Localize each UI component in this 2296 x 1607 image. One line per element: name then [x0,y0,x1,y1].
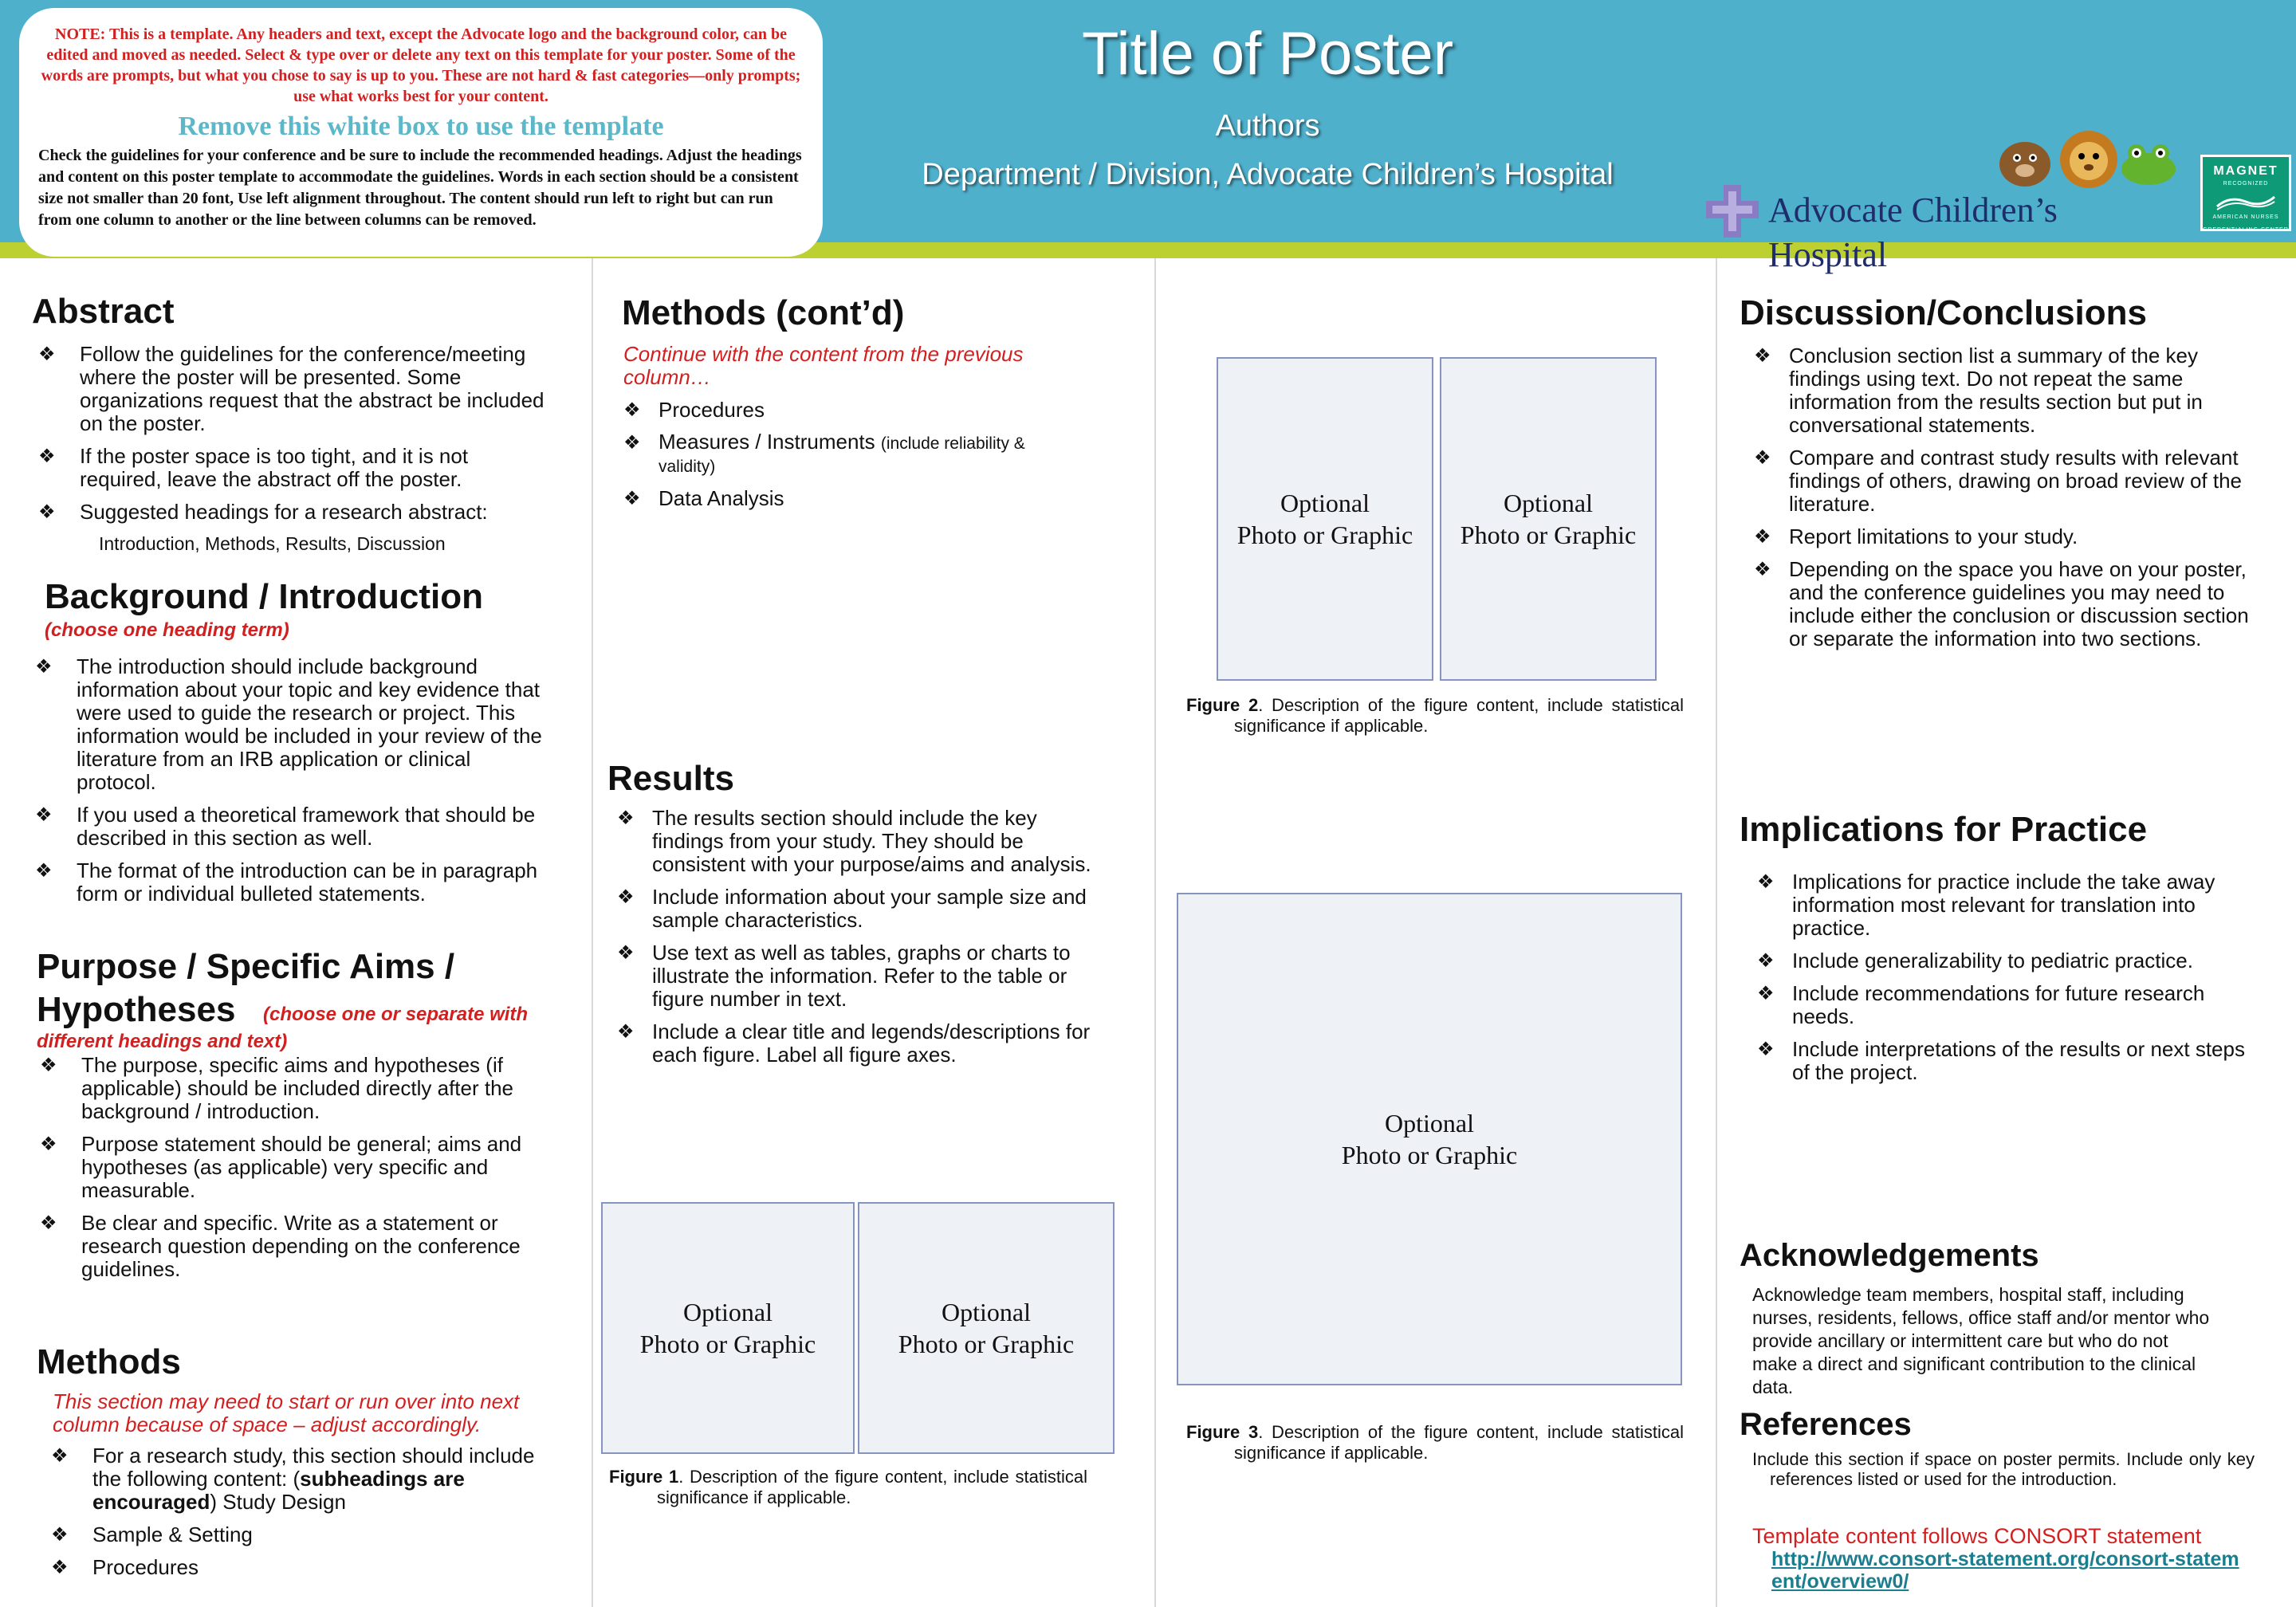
figure2-caption: Figure 2. Description of the figure content, include statistical significance if applicable. [1186,695,1684,736]
list-item[interactable]: ❖ The introduction should include background information about your topic and key evidence that were used to guide the research or project. This information would be included in your review of the literature from an IRB application or clinical protocol. [35,654,542,794]
diamond-bullet-icon: ❖ [40,1212,57,1234]
list-item[interactable]: ❖ Procedures [51,1555,199,1579]
discussion-list [1754,344,2264,660]
diamond-bullet-icon: ❖ [623,399,641,421]
list-item[interactable]: ❖ The results section should include the key findings from your study. They should be consistent with your purpose/aims and analysis. [617,806,1091,876]
diamond-bullet-icon: ❖ [623,432,641,454]
list-item[interactable]: ❖ Suggested headings for a research abstract: [38,500,488,524]
diamond-bullet-icon: ❖ [38,344,56,365]
template-note-warning: NOTE: This is a template. Any headers and text, except the Advocate logo and the background color, can be edited and moved as needed. Select & type over or delete any text on this template for your poster. Some of the words are prompts, but what you chose to say is up to you. These are not hard & fast categories—only prompts; use what works best for your content. [41,26,801,105]
diamond-bullet-icon: ❖ [623,488,641,509]
magnet-org: AMERICAN NURSES CREDENTIALING CENTER [2203,214,2289,233]
photo-placeholder-large[interactable]: Optional Photo or Graphic [1177,893,1682,1385]
magnet-recognized: RECOGNIZED [2223,181,2269,187]
diamond-bullet-icon: ❖ [617,886,635,908]
abstract-suggested-headings: Introduction, Methods, Results, Discussion [99,533,446,554]
consort-note: Template content follows CONSORT statement [1752,1524,2202,1548]
diamond-bullet-icon: ❖ [38,501,56,523]
diamond-bullet-icon: ❖ [1757,950,1775,972]
list-item[interactable]: ❖ Include information about your sample size and sample characteristics. [617,885,1087,932]
list-item[interactable]: ❖ Data Analysis [623,486,784,510]
advocate-cross-logo-icon [1706,185,1759,238]
figure3-caption: Figure 3. Description of the figure content, include statistical significance if applicable. [1186,1422,1684,1463]
diamond-bullet-icon: ❖ [51,1557,69,1578]
consort-link[interactable]: http://www.consort-statement.org/consort-statement/overview0/ [1771,1548,2239,1593]
diamond-bullet-icon: ❖ [1754,526,1771,548]
results-heading[interactable]: Results [607,759,734,798]
implications-heading[interactable]: Implications for Practice [1740,810,2148,849]
photo-placeholder[interactable]: Optional Photo or Graphic [1217,357,1433,681]
implications-list [1757,870,2267,1094]
methods-contd-heading[interactable]: Methods (cont’d) [622,293,905,332]
photo-placeholder[interactable]: Optional Photo or Graphic [858,1202,1115,1454]
list-item[interactable]: ❖ Include generalizability to pediatric practice. [1757,949,2193,972]
hospital-logo-text: Advocate Children’s Hospital [1768,191,2058,274]
list-item[interactable]: ❖ Be clear and specific. Write as a statement or research question depending on the conference guidelines. [40,1211,521,1281]
diamond-bullet-icon: ❖ [617,1021,635,1043]
list-item[interactable]: ❖ The format of the introduction can be in paragraph form or individual bulleted statements. [35,859,538,906]
acknowledgements-text: Acknowledge team members, hospital staff, including nurses, residents, fellows, office staff and/or mentor who provide ancillary or intermittent care but who do not make a direct and significant contribution to the clinical data. [1752,1284,2210,1397]
methods-note: This section may need to start or run over into next column because of space – adjust accordingly. [53,1389,520,1436]
abstract-heading[interactable]: Abstract [32,292,175,331]
list-item[interactable]: ❖ Report limitations to your study. [1754,525,2078,548]
magnet-recognized-badge [2200,155,2291,231]
background-note: (choose one heading term) [45,619,289,641]
diamond-bullet-icon: ❖ [51,1524,69,1546]
list-item[interactable]: ❖ Sample & Setting [51,1523,253,1546]
diamond-bullet-icon: ❖ [617,807,635,829]
list-item[interactable]: ❖ If the poster space is too tight, and it is not required, leave the abstract off the poster. [38,444,469,491]
methods-list [51,1444,561,1589]
abstract-list [38,343,548,533]
list-item[interactable]: ❖ Compare and contrast study results with relevant findings of others, drawing on broad review of the literature. [1754,446,2243,516]
list-item[interactable]: ❖ Purpose statement should be general; aims and hypotheses (as applicable) very specific and measurable. [40,1132,522,1202]
mascot-animals-icon [1993,128,2200,188]
diamond-bullet-icon: ❖ [35,860,53,882]
photo-placeholder[interactable]: Optional Photo or Graphic [1440,357,1657,681]
list-item[interactable]: ❖ Measures / Instruments (include reliability & validity) [623,430,1025,476]
purpose-heading-line2[interactable]: Hypotheses [37,990,236,1029]
diamond-bullet-icon: ❖ [1757,871,1775,893]
diamond-bullet-icon: ❖ [51,1445,69,1467]
figure1-caption: Figure 1. Description of the figure content, include statistical significance if applicable. [609,1467,1087,1507]
acknowledgements-heading[interactable]: Acknowledgements [1740,1238,2039,1273]
photo-placeholder[interactable]: Optional Photo or Graphic [601,1202,855,1454]
diamond-bullet-icon: ❖ [1754,447,1771,469]
diamond-bullet-icon: ❖ [1754,345,1771,367]
list-item[interactable]: ❖ Include recommendations for future research needs. [1757,981,2205,1028]
magnet-wave-icon [2214,192,2278,211]
references-heading[interactable]: References [1740,1407,1912,1442]
methods-heading[interactable]: Methods [37,1342,181,1381]
list-item[interactable]: ❖ Implications for practice include the take away information most relevant for translation into practice. [1757,870,2215,940]
list-item[interactable]: ❖ Procedures [623,398,765,422]
list-item[interactable]: ❖ If you used a theoretical framework that should be described in this section as well. [35,803,536,850]
list-item[interactable]: ❖ For a research study, this section should include the following content: (subheadings are encouraged) Study Design [51,1444,535,1514]
diamond-bullet-icon: ❖ [1757,983,1775,1004]
methods-contd-list [623,399,1070,520]
discussion-heading[interactable]: Discussion/Conclusions [1740,293,2147,332]
diamond-bullet-icon: ❖ [38,446,56,467]
list-item[interactable]: ❖ Include interpretations of the results or next steps of the project. [1757,1037,2245,1084]
references-text: Include this section if space on poster permits. Include only key references listed or used for the introduction. [1752,1449,2255,1489]
methods-contd-note: Continue with the content from the previous column… [623,342,1024,389]
background-list [35,655,545,915]
background-heading[interactable]: Background / Introduction [45,577,483,616]
template-note-remove-instruction: Remove this white box to use the template [178,112,664,141]
magnet-title: MAGNET [2213,164,2278,178]
column-divider [1716,258,1717,1607]
purpose-note: (choose one or separate with [263,1004,529,1025]
diamond-bullet-icon: ❖ [35,656,53,678]
diamond-bullet-icon: ❖ [40,1055,57,1076]
diamond-bullet-icon: ❖ [1757,1039,1775,1060]
list-item[interactable]: ❖ Depending on the space you have on your poster, and the conference guidelines you may need to include either the conclusion or discussion section or separate the information into two sections. [1754,557,2249,650]
poster-department[interactable]: Department / Division, Advocate Children’s Hospital [922,158,1614,191]
results-list [617,807,1111,1076]
diamond-bullet-icon: ❖ [1754,559,1771,580]
diamond-bullet-icon: ❖ [40,1134,57,1155]
diamond-bullet-icon: ❖ [35,804,53,826]
purpose-note-line2: different headings and text) [37,1031,288,1052]
template-note-guidelines: Check the guidelines for your conference and be sure to include the recommended headings. Adjust the headings and content on this poster template to accommodate the guidelines. Words in each section should be a consistent size not smaller than 20 font, Use left alignment throughout. The content should run left to right but can run from one column to another or the line between columns can be removed. [38,147,802,229]
poster-title[interactable]: Title of Poster [1081,20,1454,88]
diamond-bullet-icon: ❖ [617,942,635,964]
list-item[interactable]: ❖ Follow the guidelines for the conference/meeting where the poster will be presented. Some organizations request that the abstract be included on the poster. [38,342,545,435]
list-item[interactable]: ❖ Use text as well as tables, graphs or charts to illustrate the information. Refer to the table or figure number in text. [617,941,1071,1011]
list-item[interactable]: ❖ Include a clear title and legends/descriptions for each figure. Label all figure axes. [617,1020,1091,1067]
column-divider [592,258,593,1607]
template-note-box[interactable] [19,8,823,257]
list-item[interactable]: ❖ The purpose, specific aims and hypotheses (if applicable) should be included directly after the background / introduction. [40,1053,514,1123]
poster-authors[interactable]: Authors [1215,109,1320,143]
purpose-heading-line1[interactable]: Purpose / Specific Aims / [37,947,455,986]
column-divider [1154,258,1156,1607]
list-item[interactable]: ❖ Conclusion section list a summary of the key findings using text. Do not repeat the same information from the results section but put in conversational statements. [1754,344,2203,437]
purpose-list [40,1054,550,1291]
